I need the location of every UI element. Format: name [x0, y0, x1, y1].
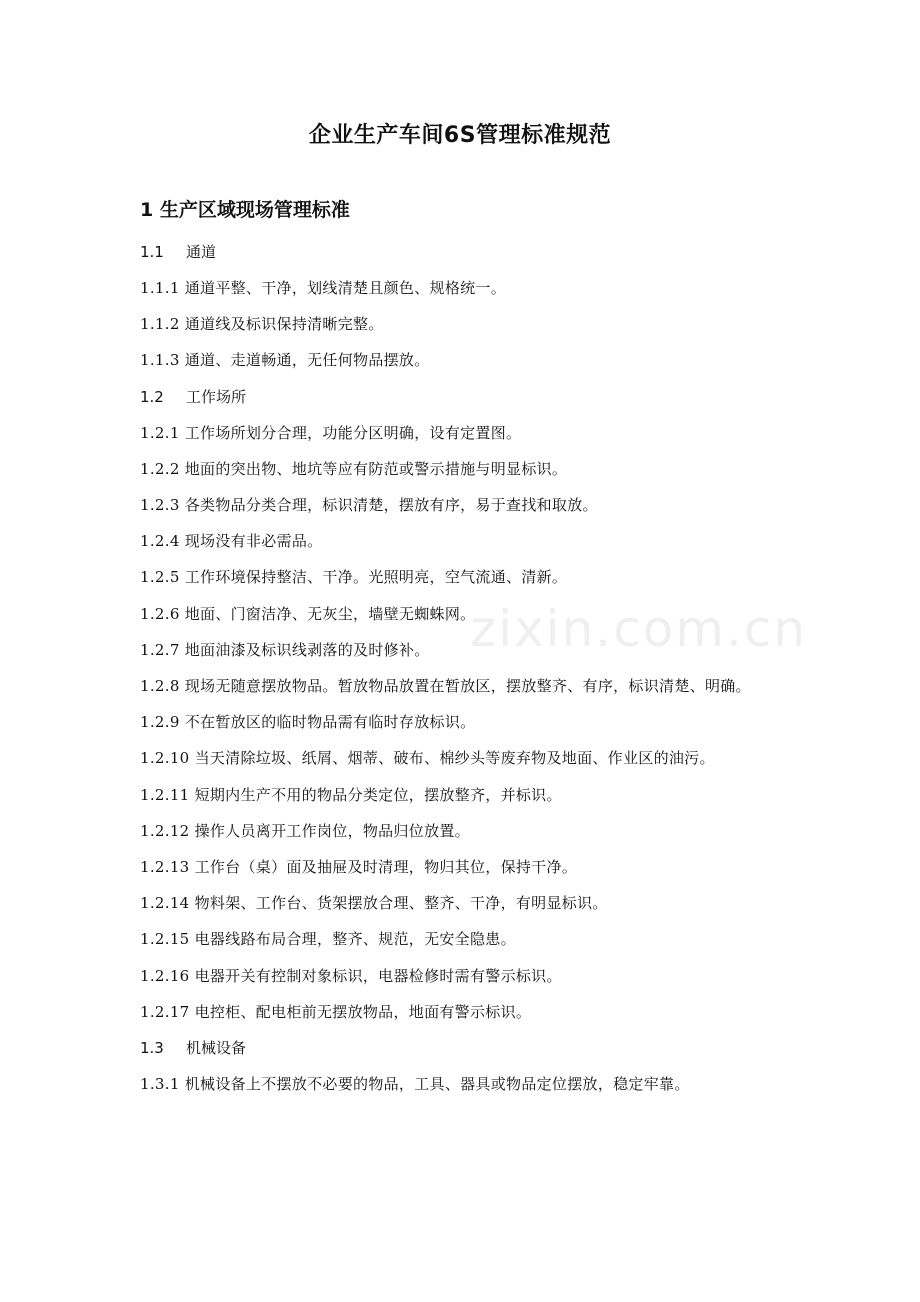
list-item: 1.2.17 电控柜、配电柜前无摆放物品，地面有警示标识。: [140, 1002, 532, 1021]
list-item: 1.1.2 通道线及标识保持清晰完整。: [140, 315, 384, 334]
list-item: 1.2.5 工作环境保持整洁、干净。光照明亮，空气流通、清新。: [140, 568, 568, 587]
section-label: 通道: [186, 243, 217, 261]
section-number: 1.2: [140, 387, 164, 406]
list-item: 1.2.8 现场无随意摆放物品。暂放物品放置在暂放区，摆放整齐、有序，标识清楚、明确。: [140, 677, 751, 696]
list-item: 1.2.14 物料架、工作台、货架摆放合理、整齐、干净，有明显标识。: [140, 894, 608, 913]
section-1-body: [140, 234, 790, 1102]
list-item: 1.2.15 电器线路布局合理，整齐、规范，无安全隐患。: [140, 930, 516, 949]
list-item: 1.2.12 操作人员离开工作岗位，物品归位放置。: [140, 821, 470, 840]
list-item: 1.2.7 地面油漆及标识线剥落的及时修补。: [140, 640, 430, 659]
document-title: 企业生产车间6S管理标准规范: [308, 123, 612, 148]
list-item: 1.2.11 短期内生产不用的物品分类定位，摆放整齐，并标识。: [140, 785, 562, 804]
section-number: 1.3: [140, 1039, 164, 1058]
section-1-heading: 1 生产区域现场管理标准: [140, 199, 350, 221]
section-1-1-heading: [140, 234, 790, 270]
list-item: 1.1.3 通道、走道畅通，无任何物品摆放。: [140, 351, 430, 370]
section-number: 1.1: [140, 243, 164, 261]
list-item: 1.2.10 当天清除垃圾、纸屑、烟蒂、破布、棉纱头等废弃物及地面、作业区的油污。: [140, 749, 715, 768]
list-item: 1.2.9 不在暂放区的临时物品需有临时存放标识。: [140, 713, 476, 732]
list-item: 1.1.1 通道平整、干净，划线清楚且颜色、规格统一。: [140, 279, 507, 297]
section-label: 工作场所: [186, 387, 247, 406]
watermark: zixin.com.cn: [470, 600, 808, 658]
section-label: 机械设备: [186, 1039, 247, 1058]
section-1-2-heading: [140, 379, 790, 415]
list-item: 1.2.16 电器开关有控制对象标识，电器检修时需有警示标识。: [140, 966, 562, 985]
list-item: 1.2.2 地面的突出物、地坑等应有防范或警示措施与明显标识。: [140, 459, 568, 478]
section-1-3-heading: [140, 1030, 790, 1066]
list-item: 1.2.4 现场没有非必需品。: [140, 532, 323, 551]
list-item: 1.2.13 工作台（桌）面及抽屉及时清理，物归其位，保持干净。: [140, 858, 578, 877]
list-item: 1.2.1 工作场所划分合理，功能分区明确，设有定置图。: [140, 423, 522, 442]
list-item: 1.2.3 各类物品分类合理，标识清楚，摆放有序，易于查找和取放。: [140, 496, 598, 515]
list-item: 1.3.1 机械设备上不摆放不必要的物品，工具、器具或物品定位摆放，稳定牢靠。: [140, 1075, 690, 1094]
list-item: 1.2.6 地面、门窗洁净、无灰尘，墙壁无蜘蛛网。: [140, 604, 476, 623]
